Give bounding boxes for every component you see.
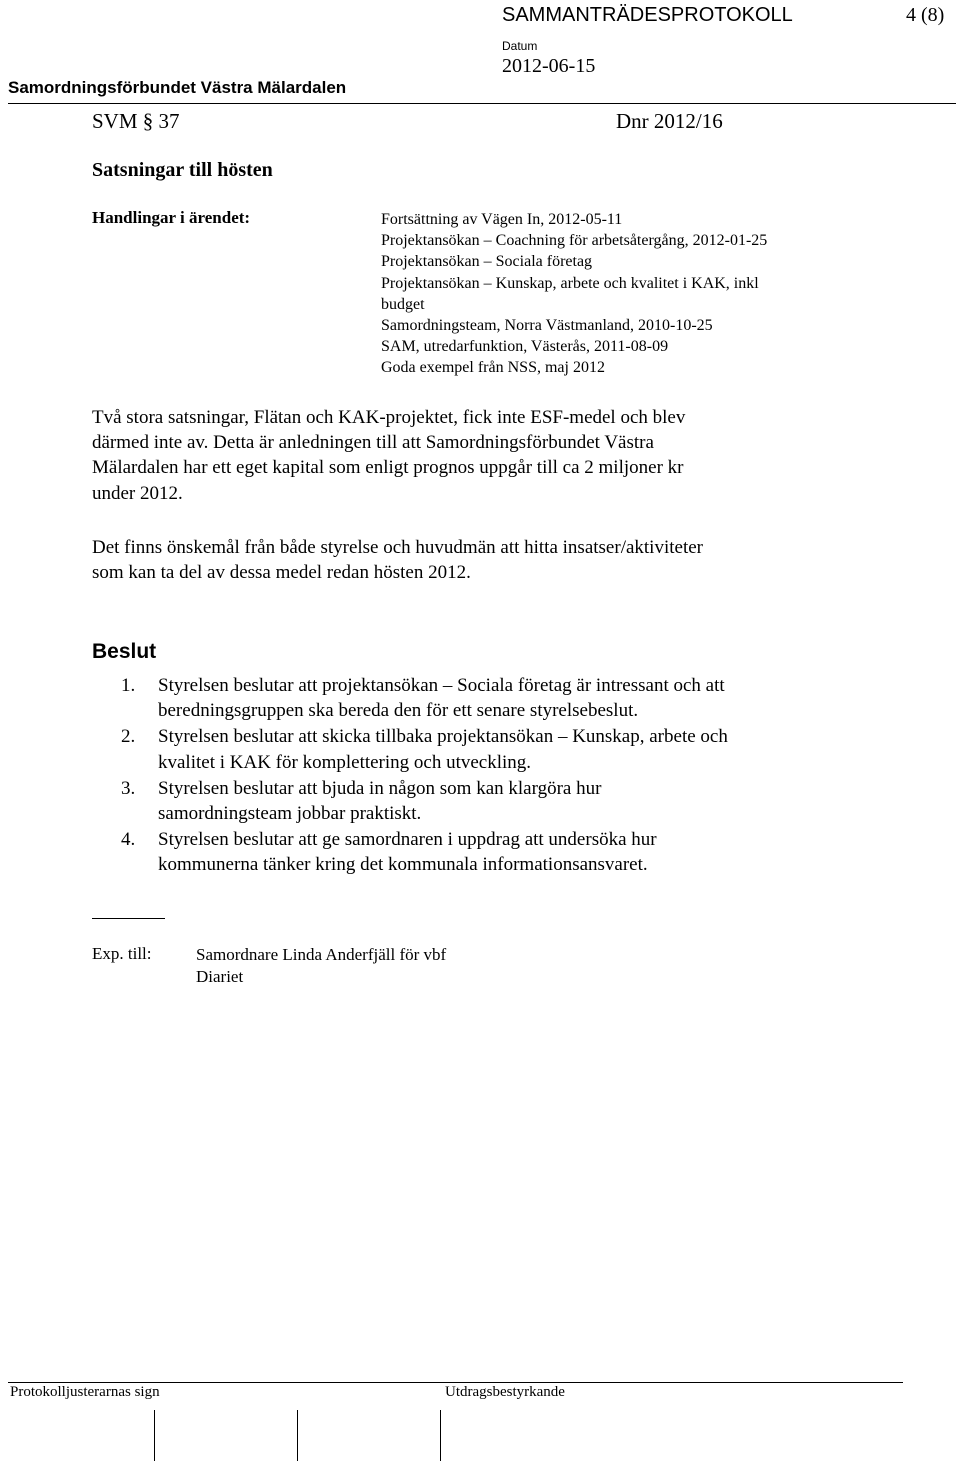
- decision-line: Styrelsen beslutar att bjuda in någon som kan klargöra hur: [158, 777, 602, 799]
- body-paragraph: [92, 405, 685, 506]
- paragraph-line: som kan ta del av dessa medel redan hösten 2012.: [92, 562, 471, 584]
- document-item: budget: [381, 295, 425, 313]
- footer-divider: [8, 1382, 903, 1383]
- signature-box-line: [154, 1410, 155, 1461]
- certification-label: Utdragsbestyrkande: [445, 1384, 565, 1400]
- decision-line: samordningsteam jobbar praktiskt.: [158, 803, 422, 825]
- decision-list: [121, 673, 728, 879]
- documents-label: Handlingar i ärendet:: [92, 208, 251, 227]
- decision-number: 4.: [121, 829, 136, 851]
- paragraph-line: Två stora satsningar, Flätan och KAK-projektet, fick inte ESF-medel och blev: [92, 407, 686, 428]
- signature-box-line: [297, 1410, 298, 1461]
- paragraph-line: under 2012.: [92, 482, 183, 504]
- signature-box-line: [440, 1410, 441, 1461]
- decision-item: [121, 776, 728, 826]
- decision-line: Styrelsen beslutar att projektansökan – Sociala företag är intressant och att: [158, 675, 725, 696]
- decision-number: 1.: [121, 675, 136, 696]
- document-item: Samordningsteam, Norra Västmanland, 2010-10-25: [381, 317, 713, 335]
- decision-line: Styrelsen beslutar att skicka tillbaka projektansökan – Kunskap, arbete och: [158, 726, 728, 748]
- paragraph-line: Mälardalen har ett eget kapital som enligt prognos uppgår till ca 2 miljoner kr: [92, 457, 684, 479]
- decision-item: [121, 827, 728, 877]
- document-item: Projektansökan – Sociala företag: [381, 253, 593, 271]
- decision-heading: Beslut: [92, 640, 157, 663]
- document-type: SAMMANTRÄDESPROTOKOLL: [502, 4, 793, 26]
- decision-number: 3.: [121, 777, 136, 799]
- organization-name: Samordningsförbundet Västra Mälardalen: [8, 78, 347, 97]
- document-item: Projektansökan – Coachning för arbetsåtergång, 2012-01-25: [381, 232, 768, 250]
- case-title: Satsningar till hösten: [92, 159, 273, 181]
- recipient: Diariet: [196, 967, 244, 986]
- paragraph-line: därmed inte av. Detta är anledningen till att Samordningsförbundet Västra: [92, 432, 654, 454]
- page-number: 4 (8): [906, 4, 945, 26]
- document-item: Fortsättning av Vägen In, 2012-05-11: [381, 211, 623, 228]
- case-number: Dnr 2012/16: [616, 109, 723, 133]
- decision-item: [121, 724, 728, 774]
- decision-line: kvalitet i KAK för komplettering och utveckling.: [158, 751, 532, 773]
- documents-list: [381, 209, 767, 379]
- section-divider: [92, 918, 165, 919]
- paragraph-line: Det finns önskemål från både styrelse och huvudmän att hitta insatser/aktiviteter: [92, 537, 703, 558]
- decision-number: 2.: [121, 726, 136, 748]
- document-item: Projektansökan – Kunskap, arbete och kvalitet i KAK, inkl: [381, 274, 759, 292]
- recipient: Samordnare Linda Anderfjäll för vbf: [196, 945, 447, 964]
- expedition-recipients: [196, 944, 446, 988]
- expedition-label: Exp. till:: [92, 944, 152, 963]
- document-item: Goda exempel från NSS, maj 2012: [381, 359, 605, 377]
- header-divider: [8, 103, 956, 104]
- decision-line: kommunerna tänker kring det kommunala informationsansvaret.: [158, 854, 648, 876]
- body-paragraph: [92, 535, 703, 585]
- paragraph-number: SVM § 37: [92, 109, 180, 133]
- decision-item: [121, 673, 728, 723]
- date-label: Datum: [502, 39, 538, 53]
- signature-label: Protokolljusterarnas sign: [10, 1384, 160, 1400]
- decision-line: beredningsgruppen ska bereda den för ett senare styrelsebeslut.: [158, 700, 639, 722]
- date-value: 2012-06-15: [502, 55, 596, 77]
- document-item: SAM, utredarfunktion, Västerås, 2011-08-09: [381, 338, 669, 356]
- decision-line: Styrelsen beslutar att ge samordnaren i uppdrag att undersöka hur: [158, 829, 657, 851]
